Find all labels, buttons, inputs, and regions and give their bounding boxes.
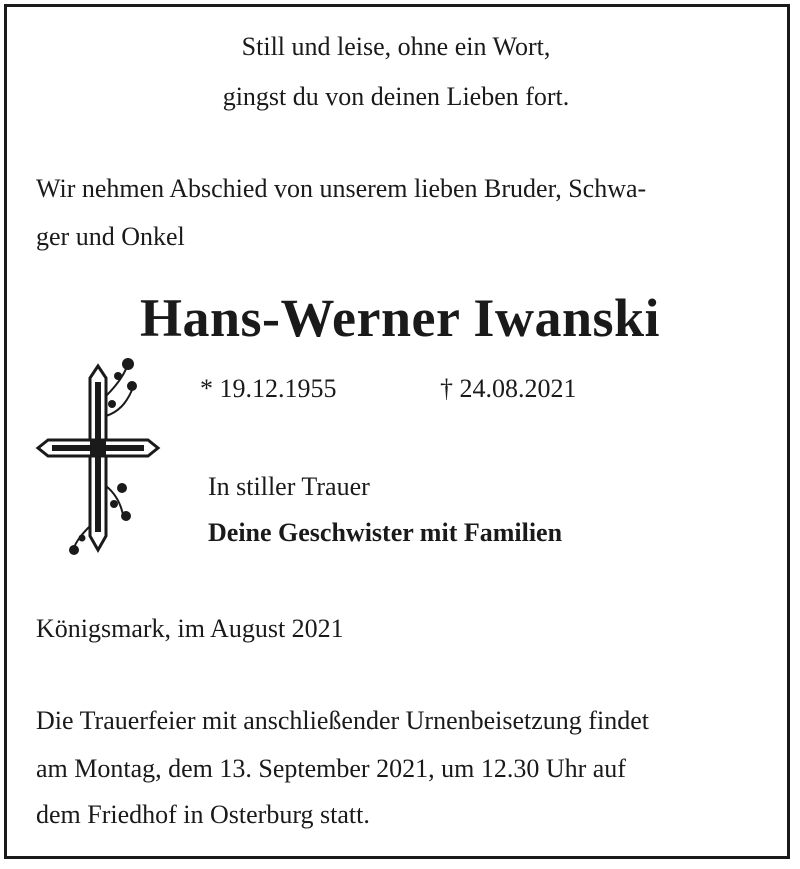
birth-date: * 19.12.1955 <box>200 374 337 403</box>
ceremony-line-2: am Montag, dem 13. September 2021, um 12.30 Uhr auf <box>36 754 626 783</box>
place-date: Königsmark, im August 2021 <box>36 614 344 643</box>
intro-line-2: ger und Onkel <box>36 222 185 251</box>
poem-line-1: Still und leise, ohne ein Wort, <box>241 32 551 61</box>
intro-line-1: Wir nehmen Abschied von unserem lieben Bruder, Schwa- <box>36 174 647 203</box>
mourners-signature: Deine Geschwister mit Familien <box>208 518 563 547</box>
ceremony-line-3: dem Friedhof in Osterburg statt. <box>36 800 370 829</box>
mourning-phrase: In stiller Trauer <box>208 472 370 501</box>
cross-with-roses-icon <box>34 356 162 562</box>
poem-line-2: gingst du von deinen Lieben fort. <box>222 82 570 111</box>
ceremony-line-1: Die Trauerfeier mit anschließender Urnenbeisetzung findet <box>36 706 649 735</box>
death-date: † 24.08.2021 <box>440 374 577 403</box>
deceased-name: Hans-Werner Iwanski <box>139 288 661 348</box>
